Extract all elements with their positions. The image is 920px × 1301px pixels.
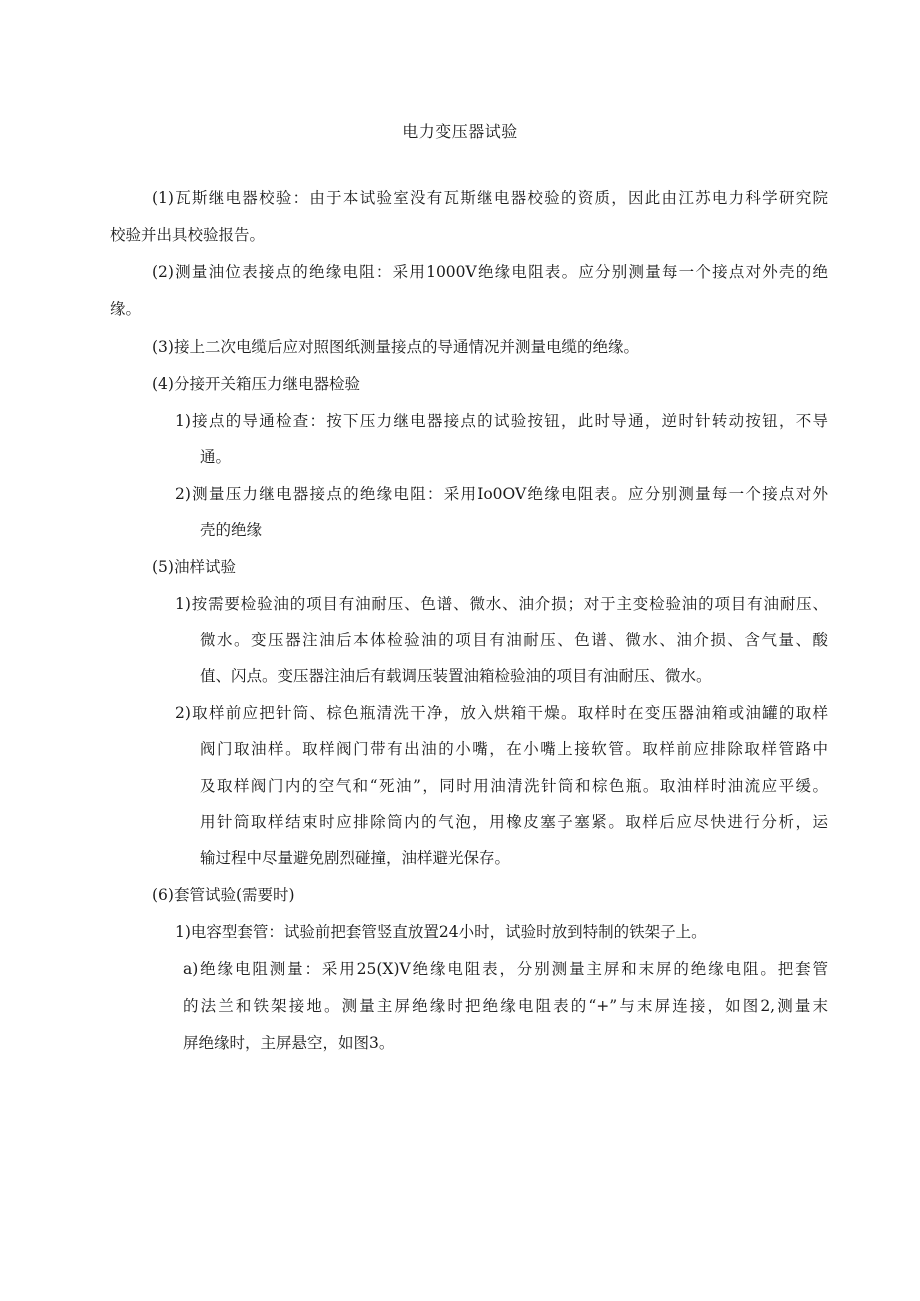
section-5-item-1-line-1: 1)按需要检验油的项目有油耐压、色谱、微水、油介损；对于主变检验油的项目有油耐压、 [175, 595, 828, 613]
section-5-item-1-line-2: 微水。变压器注油后本体检验油的项目有油耐压、色谱、微水、油介损、含气量、酸 [200, 631, 828, 649]
section-6-sub-a-line-2: 的法兰和铁架接地。测量主屏绝缘时把绝缘电阻表的“+”与末屏连接，如图2,测量末 [183, 997, 828, 1015]
document-title: 电力变压器试验 [402, 122, 518, 141]
section-5-item-1-line-3: 值、闪点。变压器注油后有载调压装置油箱检验油的项目有油耐压、微水。 [200, 667, 712, 685]
section-4-item-2-line-2: 壳的绝缘 [200, 521, 263, 539]
section-6-heading: (6)套管试验(需要时) [152, 886, 295, 904]
section-4-item-1-line-2: 通。 [200, 448, 232, 466]
section-6-sub-a-line-1: a)绝缘电阻测量：采用25(X)V绝缘电阻表，分别测量主屏和末屏的绝缘电阻。把套管 [183, 960, 828, 978]
section-5-item-2-line-3: 及取样阀门内的空气和“死油”，同时用油清洗针筒和棕色瓶。取油样时油流应平缓。 [200, 777, 828, 795]
section-2-line-2: 缘。 [110, 300, 142, 318]
section-1-line-1: (1)瓦斯继电器校验：由于本试验室没有瓦斯继电器校验的资质，因此由江苏电力科学研究院 [152, 189, 828, 207]
section-3-line-1: (3)接上二次电缆后应对照图纸测量接点的导通情况并测量电缆的绝缘。 [152, 338, 639, 356]
section-4-item-1-line-1: 1)接点的导通检查：按下压力继电器接点的试验按钮，此时导通，逆时针转动按钮，不导 [175, 412, 828, 430]
section-2-line-1: (2)测量油位表接点的绝缘电阻：采用1000V绝缘电阻表。应分别测量每一个接点对外壳的绝 [152, 263, 828, 281]
section-4-heading: (4)分接开关箱压力继电器检验 [152, 375, 360, 393]
section-6-item-1-line-1: 1)电容型套管：试验前把套管竖直放置24小时，试验时放到特制的铁架子上。 [175, 923, 707, 941]
section-1-line-2: 校验并出具校验报告。 [110, 226, 266, 244]
section-5-heading: (5)油样试验 [152, 558, 236, 576]
section-5-item-2-line-5: 输过程中尽量避免剧烈碰撞，油样避光保存。 [200, 849, 511, 867]
section-5-item-2-line-2: 阀门取油样。取样阀门带有出油的小嘴，在小嘴上接软管。取样前应排除取样管路中 [200, 740, 828, 758]
section-4-item-2-line-1: 2)测量压力继电器接点的绝缘电阻：采用Io0OV绝缘电阻表。应分别测量每一个接点对外 [175, 485, 828, 503]
section-5-item-2-line-4: 用针筒取样结束时应排除筒内的气泡，用橡皮塞子塞紧。取样后应尽快进行分析，运 [200, 813, 828, 831]
section-6-sub-a-line-3: 屏绝缘时，主屏悬空，如图3。 [183, 1034, 395, 1052]
section-5-item-2-line-1: 2)取样前应把针筒、棕色瓶清洗干净，放入烘箱干燥。取样时在变压器油箱或油罐的取样 [175, 704, 828, 722]
